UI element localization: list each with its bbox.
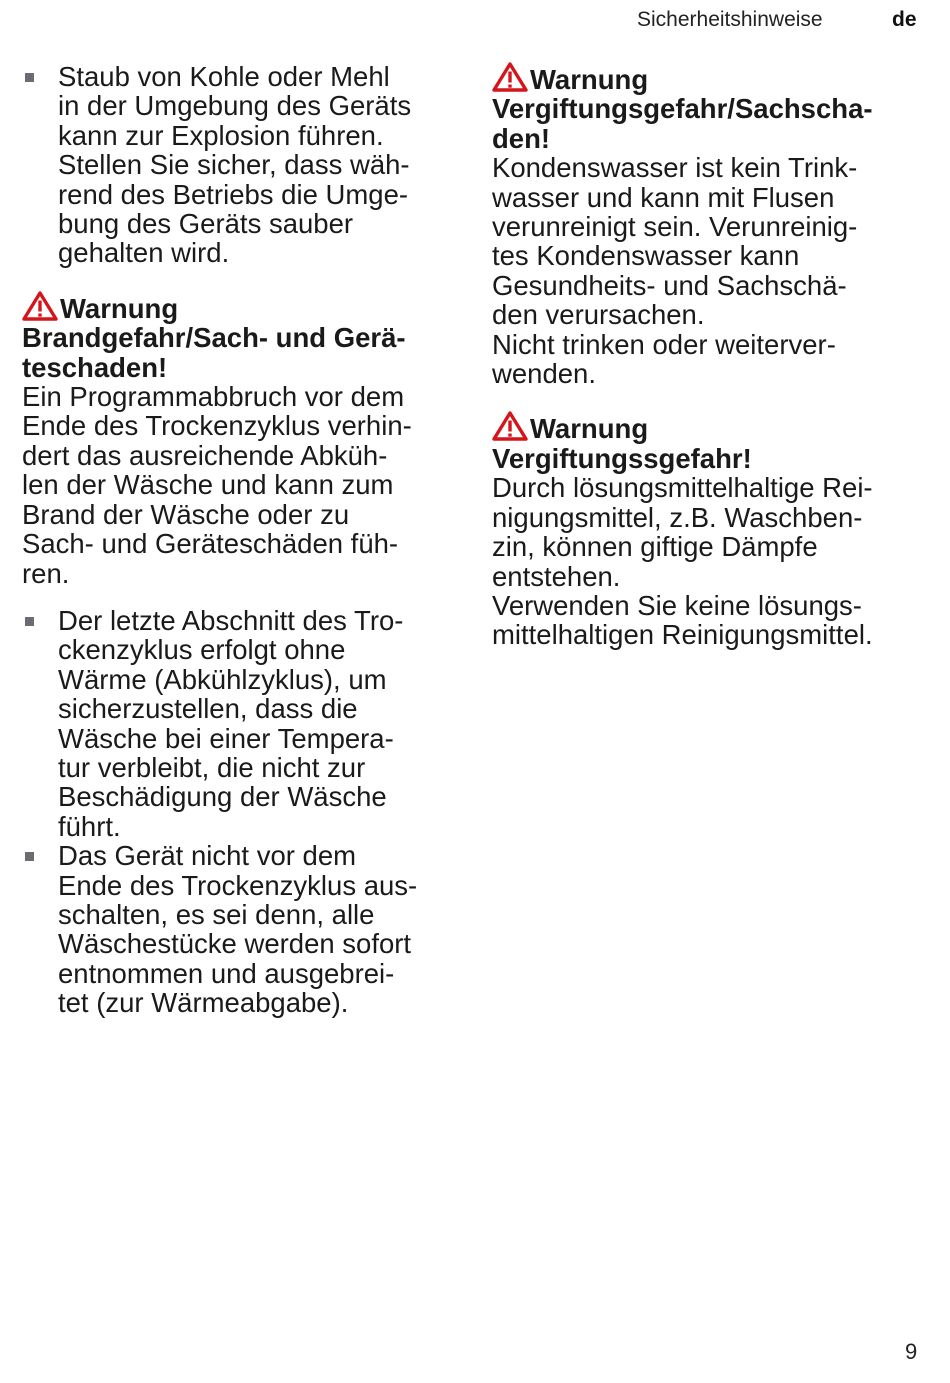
text-line: ren. (22, 557, 70, 589)
text-line: rend des Betriebs die Umge- (58, 178, 409, 210)
text-line: Gesundheits- und Sachschä- (492, 269, 847, 301)
text-line: schalten, es sei denn, alle (58, 898, 375, 930)
text-line: wenden. (492, 358, 596, 390)
bullet-item-do-not-switch-off (22, 841, 452, 1017)
text-line: verunreinigt sein. Verunreinig- (492, 211, 858, 243)
warning-block-condensate (492, 62, 922, 388)
text-line: len der Wäsche und kann zum (22, 469, 394, 501)
running-header-language: de (892, 8, 917, 31)
text-line: führt. (58, 810, 121, 842)
text-line: dert das ausreichende Abküh- (22, 439, 388, 471)
right-column (492, 62, 922, 650)
text-line: Wäsche bei einer Tempera- (58, 722, 394, 754)
text-line: teschaden! (22, 351, 168, 383)
text-line: entstehen. (492, 560, 621, 592)
bullet-text (58, 606, 452, 841)
text-line: mittelhaltigen Reinigungsmittel. (492, 619, 873, 651)
page-number: 9 (905, 1339, 918, 1364)
text-line: Vergiftungssgefahr! (492, 442, 752, 474)
left-column (22, 62, 452, 1018)
text-line: gehalten wird. (58, 237, 230, 269)
warning-label: Warnung (530, 413, 649, 445)
text-line: sicherzustellen, dass die (58, 693, 358, 725)
text-line: Kondenswasser ist kein Trink- (492, 152, 858, 184)
text-line: kann zur Explosion führen. (58, 119, 384, 151)
square-bullet-icon (25, 617, 34, 626)
text-line: Staub von Kohle oder Mehl (58, 61, 390, 92)
warning-heading (492, 62, 922, 94)
square-bullet-icon (25, 852, 34, 861)
text-line: Beschädigung der Wäsche (58, 781, 387, 813)
running-header-section: Sicherheitshinweise (637, 8, 823, 31)
text-line: Stellen Sie sicher, dass wäh- (58, 149, 410, 181)
bullet-item-dust-explosion (22, 62, 452, 268)
warning-title (492, 94, 922, 153)
text-line: Ende des Trockenzyklus aus- (58, 869, 418, 901)
warning-triangle-icon (492, 411, 528, 441)
warning-heading (22, 291, 452, 323)
text-line: den! (492, 122, 551, 154)
warning-block-fire (22, 291, 452, 588)
text-line: entnommen und ausgebrei- (58, 957, 395, 989)
bullet-text (58, 841, 452, 1017)
text-line: Wäschestücke werden sofort (58, 928, 412, 960)
text-line: Wärme (Abkühlzyklus), um (58, 663, 387, 695)
warning-body (492, 473, 922, 649)
text-line: Vergiftungsgefahr/Sachscha- (492, 93, 873, 125)
text-line: Brand der Wäsche oder zu (22, 498, 350, 530)
text-line: tes Kondenswasser kann (492, 240, 800, 272)
warning-label: Warnung (60, 292, 179, 324)
warning-triangle-icon (492, 62, 528, 92)
text-line: tet (zur Wärmeabgabe). (58, 987, 349, 1019)
text-line: wasser und kann mit Flusen (492, 181, 835, 213)
text-line: den verursachen. (492, 299, 705, 331)
warning-title (22, 323, 452, 382)
text-line: Ende des Trockenzyklus verhin- (22, 410, 412, 442)
text-line: zin, können giftige Dämpfe (492, 531, 818, 563)
warning-title (492, 444, 922, 473)
text-line: Der letzte Abschnitt des Tro- (58, 604, 404, 636)
warning-body (492, 153, 922, 388)
warning-label: Warnung (530, 64, 649, 95)
text-line: Brandgefahr/Sach- und Gerä- (22, 322, 406, 354)
bullet-item-cooling-cycle (22, 606, 452, 841)
warning-triangle-icon (22, 291, 58, 321)
square-bullet-icon (25, 73, 34, 82)
text-line: bung des Geräts sauber (58, 208, 354, 240)
warning-block-solvent (492, 411, 922, 649)
text-line: Durch lösungsmittelhaltige Rei- (492, 472, 873, 504)
text-line: tur verbleibt, die nicht zur (58, 751, 366, 783)
text-line: Nicht trinken oder weiterver- (492, 328, 836, 360)
text-line: Verwenden Sie keine lösungs- (492, 589, 862, 621)
warning-body (22, 382, 452, 588)
text-line: Sach- und Geräteschäden füh- (22, 528, 399, 560)
text-line: ckenzyklus erfolgt ohne (58, 634, 346, 666)
text-line: in der Umgebung des Geräts (58, 90, 412, 122)
text-line: Ein Programmabbruch vor dem (22, 381, 405, 413)
text-line: nigungsmittel, z.B. Waschben- (492, 501, 863, 533)
warning-heading (492, 411, 922, 443)
text-line: Das Gerät nicht vor dem (58, 840, 357, 872)
bullet-text (58, 62, 452, 268)
